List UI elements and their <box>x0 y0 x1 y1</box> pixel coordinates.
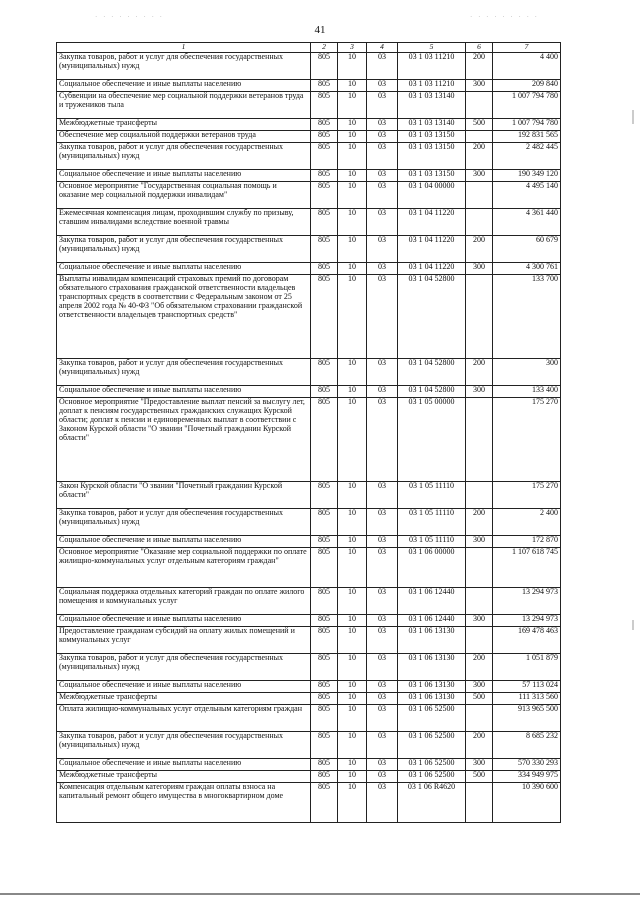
row-col-5: 03 1 06 52500 <box>398 705 466 732</box>
table-row <box>57 681 561 693</box>
row-col-2: 805 <box>311 131 338 143</box>
row-amount: 1 007 794 780 <box>493 92 561 119</box>
row-col-5: 03 1 06 52500 <box>398 732 466 759</box>
row-col-4: 03 <box>367 209 398 236</box>
row-col-6 <box>466 627 493 654</box>
row-col-5: 03 1 06 12440 <box>398 615 466 627</box>
row-amount: 190 349 120 <box>493 170 561 182</box>
row-col-4: 03 <box>367 783 398 823</box>
row-name: Закупка товаров, работ и услуг для обеспечения государственных (муниципальных) нужд <box>57 236 311 263</box>
row-col-3: 10 <box>338 80 367 92</box>
row-col-4: 03 <box>367 509 398 536</box>
row-col-3: 10 <box>338 654 367 681</box>
row-col-5: 03 1 04 11220 <box>398 263 466 275</box>
row-col-6: 500 <box>466 693 493 705</box>
row-col-5: 03 1 05 11110 <box>398 509 466 536</box>
row-col-2: 805 <box>311 588 338 615</box>
row-col-2: 805 <box>311 275 338 359</box>
table-row <box>57 588 561 615</box>
row-col-4: 03 <box>367 131 398 143</box>
row-name: Межбюджетные трансферты <box>57 771 311 783</box>
row-amount: 175 270 <box>493 398 561 482</box>
row-amount: 570 330 293 <box>493 759 561 771</box>
row-col-4: 03 <box>367 693 398 705</box>
row-col-6: 500 <box>466 771 493 783</box>
row-name: Закупка товаров, работ и услуг для обеспечения государственных (муниципальных) нужд <box>57 143 311 170</box>
row-col-2: 805 <box>311 615 338 627</box>
header-cell-3: 3 <box>338 43 367 53</box>
page-number: 41 <box>314 24 326 36</box>
row-col-6 <box>466 182 493 209</box>
row-col-5: 03 1 03 13150 <box>398 143 466 170</box>
table-row <box>57 654 561 681</box>
row-col-5: 03 1 03 13150 <box>398 170 466 182</box>
row-amount: 13 294 973 <box>493 615 561 627</box>
row-col-5: 03 1 03 13140 <box>398 92 466 119</box>
row-col-2: 805 <box>311 536 338 548</box>
row-col-6 <box>466 783 493 823</box>
table-row <box>57 275 561 359</box>
row-name: Закупка товаров, работ и услуг для обеспечения государственных (муниципальных) нужд <box>57 509 311 536</box>
row-col-3: 10 <box>338 627 367 654</box>
row-col-6 <box>466 588 493 615</box>
row-col-2: 805 <box>311 771 338 783</box>
row-col-3: 10 <box>338 398 367 482</box>
row-col-4: 03 <box>367 536 398 548</box>
row-name: Социальное обеспечение и иные выплаты населению <box>57 263 311 275</box>
table-row <box>57 627 561 654</box>
row-col-5: 03 1 05 11110 <box>398 482 466 509</box>
row-col-5: 03 1 03 13140 <box>398 119 466 131</box>
row-col-3: 10 <box>338 482 367 509</box>
row-name: Ежемесячная компенсация лицам, проходившим службу по призыву, ставшим инвалидами вследствие военной травмы <box>57 209 311 236</box>
row-amount: 111 313 560 <box>493 693 561 705</box>
row-col-2: 805 <box>311 170 338 182</box>
row-name: Социальная поддержка отдельных категорий граждан по оплате жилого помещения и коммунальных услуг <box>57 588 311 615</box>
row-col-4: 03 <box>367 182 398 209</box>
row-col-6: 200 <box>466 654 493 681</box>
table-row <box>57 359 561 386</box>
row-name: Основное мероприятие "Государственная социальная помощь и оказание мер социальной поддержки инвалидам" <box>57 182 311 209</box>
row-col-2: 805 <box>311 509 338 536</box>
row-col-5: 03 1 06 00000 <box>398 548 466 588</box>
row-col-2: 805 <box>311 386 338 398</box>
row-col-3: 10 <box>338 182 367 209</box>
row-amount: 334 949 975 <box>493 771 561 783</box>
row-col-3: 10 <box>338 53 367 80</box>
row-name: Закупка товаров, работ и услуг для обеспечения государственных (муниципальных) нужд <box>57 359 311 386</box>
row-amount: 4 400 <box>493 53 561 80</box>
row-name: Межбюджетные трансферты <box>57 693 311 705</box>
row-name: Социальное обеспечение и иные выплаты населению <box>57 386 311 398</box>
row-col-5: 03 1 04 52800 <box>398 386 466 398</box>
row-col-5: 03 1 04 52800 <box>398 359 466 386</box>
table-row <box>57 263 561 275</box>
row-col-2: 805 <box>311 80 338 92</box>
row-col-6: 200 <box>466 509 493 536</box>
row-name: Обеспечение мер социальной поддержки ветеранов труда <box>57 131 311 143</box>
row-col-6: 300 <box>466 759 493 771</box>
row-col-5: 03 1 04 00000 <box>398 182 466 209</box>
row-col-4: 03 <box>367 654 398 681</box>
row-col-6 <box>466 275 493 359</box>
row-col-6 <box>466 209 493 236</box>
row-col-5: 03 1 04 11220 <box>398 209 466 236</box>
row-col-4: 03 <box>367 386 398 398</box>
row-name: Компенсация отдельным категориям граждан оплаты взноса на капитальный ремонт общего имущества в многоквартирном доме <box>57 783 311 823</box>
row-name: Закупка товаров, работ и услуг для обеспечения государственных (муниципальных) нужд <box>57 732 311 759</box>
row-name: Основное мероприятие "Предоставление выплат пенсий за выслугу лет, доплат к пенсиям государственных гражданских служащих Курской области; доплат к пенсии и единовременных выплат в соответствии с Законом Курской области "О звании "Почетный гражданин Курской области" <box>57 398 311 482</box>
row-col-6: 300 <box>466 170 493 182</box>
row-col-3: 10 <box>338 783 367 823</box>
budget-table <box>56 42 561 823</box>
table-row <box>57 398 561 482</box>
row-col-3: 10 <box>338 681 367 693</box>
table-row <box>57 536 561 548</box>
row-col-4: 03 <box>367 275 398 359</box>
row-amount: 133 400 <box>493 386 561 398</box>
row-col-6: 300 <box>466 263 493 275</box>
row-col-2: 805 <box>311 783 338 823</box>
row-col-6: 200 <box>466 359 493 386</box>
row-amount: 1 107 618 745 <box>493 548 561 588</box>
table-row <box>57 732 561 759</box>
row-col-5: 03 1 06 13130 <box>398 681 466 693</box>
row-col-4: 03 <box>367 759 398 771</box>
row-col-3: 10 <box>338 759 367 771</box>
row-amount: 300 <box>493 359 561 386</box>
row-col-3: 10 <box>338 209 367 236</box>
row-col-6: 300 <box>466 615 493 627</box>
table-row <box>57 693 561 705</box>
table-row <box>57 759 561 771</box>
row-name: Социальное обеспечение и иные выплаты населению <box>57 536 311 548</box>
header-cell-1: 1 <box>57 43 311 53</box>
row-col-2: 805 <box>311 92 338 119</box>
row-col-3: 10 <box>338 693 367 705</box>
row-name: Социальное обеспечение и иные выплаты населению <box>57 80 311 92</box>
row-col-4: 03 <box>367 771 398 783</box>
row-col-4: 03 <box>367 705 398 732</box>
row-amount: 913 965 500 <box>493 705 561 732</box>
row-col-2: 805 <box>311 209 338 236</box>
row-col-2: 805 <box>311 693 338 705</box>
header-cell-4: 4 <box>367 43 398 53</box>
row-col-5: 03 1 04 11220 <box>398 236 466 263</box>
row-col-2: 805 <box>311 705 338 732</box>
row-col-3: 10 <box>338 615 367 627</box>
row-name: Закон Курской области "О звании "Почетный гражданин Курской области" <box>57 482 311 509</box>
row-col-4: 03 <box>367 236 398 263</box>
row-amount: 60 679 <box>493 236 561 263</box>
row-amount: 4 361 440 <box>493 209 561 236</box>
row-col-5: 03 1 03 11210 <box>398 80 466 92</box>
table-row <box>57 705 561 732</box>
row-col-4: 03 <box>367 398 398 482</box>
row-col-2: 805 <box>311 263 338 275</box>
header-cell-5: 5 <box>398 43 466 53</box>
row-col-6: 300 <box>466 386 493 398</box>
table-row <box>57 53 561 80</box>
row-col-4: 03 <box>367 615 398 627</box>
header-cell-2: 2 <box>311 43 338 53</box>
table-row <box>57 771 561 783</box>
table-row <box>57 615 561 627</box>
row-col-4: 03 <box>367 359 398 386</box>
row-col-4: 03 <box>367 53 398 80</box>
row-col-3: 10 <box>338 131 367 143</box>
row-col-4: 03 <box>367 548 398 588</box>
row-amount: 2 400 <box>493 509 561 536</box>
scan-edge-mark <box>632 620 634 630</box>
row-amount: 209 840 <box>493 80 561 92</box>
row-col-4: 03 <box>367 263 398 275</box>
row-col-3: 10 <box>338 548 367 588</box>
row-col-3: 10 <box>338 509 367 536</box>
row-col-4: 03 <box>367 80 398 92</box>
scan-edge-mark <box>632 110 634 124</box>
row-col-3: 10 <box>338 359 367 386</box>
row-name: Оплата жилищно-коммунальных услуг отдельным категориям граждан <box>57 705 311 732</box>
row-amount: 4 495 140 <box>493 182 561 209</box>
row-col-4: 03 <box>367 170 398 182</box>
row-col-3: 10 <box>338 275 367 359</box>
row-col-2: 805 <box>311 482 338 509</box>
row-col-5: 03 1 03 13150 <box>398 131 466 143</box>
row-amount: 2 482 445 <box>493 143 561 170</box>
row-col-5: 03 1 06 52500 <box>398 771 466 783</box>
row-col-3: 10 <box>338 386 367 398</box>
row-col-6 <box>466 92 493 119</box>
row-col-5: 03 1 06 52500 <box>398 759 466 771</box>
row-col-4: 03 <box>367 482 398 509</box>
row-col-2: 805 <box>311 627 338 654</box>
row-col-3: 10 <box>338 263 367 275</box>
row-col-3: 10 <box>338 92 367 119</box>
row-col-6: 300 <box>466 681 493 693</box>
table-row <box>57 386 561 398</box>
row-col-2: 805 <box>311 398 338 482</box>
table-row <box>57 182 561 209</box>
row-col-4: 03 <box>367 119 398 131</box>
scan-artifact-dots: · · · · · · · · · <box>95 13 164 21</box>
row-col-3: 10 <box>338 771 367 783</box>
row-col-2: 805 <box>311 359 338 386</box>
row-col-6 <box>466 482 493 509</box>
row-amount: 57 113 024 <box>493 681 561 693</box>
table-row <box>57 170 561 182</box>
table-row <box>57 783 561 823</box>
table-row <box>57 509 561 536</box>
row-name: Субвенции на обеспечение мер социальной поддержки ветеранов труда и тружеников тыла <box>57 92 311 119</box>
row-col-5: 03 1 06 13130 <box>398 627 466 654</box>
header-cell-7: 7 <box>493 43 561 53</box>
row-col-2: 805 <box>311 681 338 693</box>
row-col-2: 805 <box>311 654 338 681</box>
row-col-2: 805 <box>311 182 338 209</box>
row-amount: 4 300 761 <box>493 263 561 275</box>
table-row <box>57 143 561 170</box>
row-name: Социальное обеспечение и иные выплаты населению <box>57 759 311 771</box>
row-col-6: 500 <box>466 119 493 131</box>
row-name: Выплаты инвалидам компенсаций страховых премий по договорам обязательного страхования гражданской ответственности владельцев транспортных средств в соответствии с Федеральным законом от 25 апреля 2002 года № 40-ФЗ "Об обязательном страховании гражданской ответственности владельцев транспортных средств" <box>57 275 311 359</box>
table-row <box>57 119 561 131</box>
row-col-2: 805 <box>311 236 338 263</box>
row-col-4: 03 <box>367 732 398 759</box>
row-col-2: 805 <box>311 759 338 771</box>
row-col-6: 200 <box>466 236 493 263</box>
header-cell-6: 6 <box>466 43 493 53</box>
table-row <box>57 236 561 263</box>
row-col-5: 03 1 05 00000 <box>398 398 466 482</box>
row-col-3: 10 <box>338 119 367 131</box>
row-col-6 <box>466 548 493 588</box>
row-col-6: 200 <box>466 143 493 170</box>
row-col-5: 03 1 05 11110 <box>398 536 466 548</box>
row-col-2: 805 <box>311 119 338 131</box>
row-amount: 175 270 <box>493 482 561 509</box>
row-amount: 8 685 232 <box>493 732 561 759</box>
row-col-3: 10 <box>338 236 367 263</box>
table-row <box>57 209 561 236</box>
header-row <box>57 43 561 53</box>
row-col-3: 10 <box>338 536 367 548</box>
row-col-3: 10 <box>338 732 367 759</box>
row-amount: 169 478 463 <box>493 627 561 654</box>
row-name: Закупка товаров, работ и услуг для обеспечения государственных (муниципальных) нужд <box>57 654 311 681</box>
row-col-6: 200 <box>466 732 493 759</box>
row-col-3: 10 <box>338 588 367 615</box>
row-amount: 1 051 879 <box>493 654 561 681</box>
row-amount: 192 831 565 <box>493 131 561 143</box>
row-amount: 133 700 <box>493 275 561 359</box>
scan-artifact-dots: · · · · · · · · · <box>470 13 539 21</box>
table-row <box>57 482 561 509</box>
row-col-4: 03 <box>367 92 398 119</box>
row-col-5: 03 1 06 13130 <box>398 693 466 705</box>
row-name: Закупка товаров, работ и услуг для обеспечения государственных (муниципальных) нужд <box>57 53 311 80</box>
table-row <box>57 92 561 119</box>
row-col-6: 300 <box>466 80 493 92</box>
row-col-3: 10 <box>338 170 367 182</box>
row-col-4: 03 <box>367 627 398 654</box>
row-col-5: 03 1 06 R4620 <box>398 783 466 823</box>
row-col-6: 200 <box>466 53 493 80</box>
row-col-5: 03 1 04 52800 <box>398 275 466 359</box>
row-col-5: 03 1 06 12440 <box>398 588 466 615</box>
row-name: Социальное обеспечение и иные выплаты населению <box>57 615 311 627</box>
row-col-6 <box>466 705 493 732</box>
row-col-4: 03 <box>367 143 398 170</box>
row-name: Социальное обеспечение и иные выплаты населению <box>57 170 311 182</box>
row-col-2: 805 <box>311 143 338 170</box>
row-col-2: 805 <box>311 548 338 588</box>
row-col-5: 03 1 06 13130 <box>398 654 466 681</box>
table-row <box>57 80 561 92</box>
row-amount: 172 870 <box>493 536 561 548</box>
row-amount: 1 007 794 780 <box>493 119 561 131</box>
row-name: Предоставление гражданам субсидий на оплату жилых помещений и коммунальных услуг <box>57 627 311 654</box>
row-col-2: 805 <box>311 732 338 759</box>
row-name: Межбюджетные трансферты <box>57 119 311 131</box>
row-name: Основное мероприятие "Оказание мер социальной поддержки по оплате жилищно-коммунальных услуг отдельным категориям граждан" <box>57 548 311 588</box>
table-row <box>57 548 561 588</box>
row-name: Социальное обеспечение и иные выплаты населению <box>57 681 311 693</box>
table-row <box>57 131 561 143</box>
row-amount: 10 390 600 <box>493 783 561 823</box>
row-col-2: 805 <box>311 53 338 80</box>
row-col-3: 10 <box>338 705 367 732</box>
row-amount: 13 294 973 <box>493 588 561 615</box>
row-col-3: 10 <box>338 143 367 170</box>
row-col-6 <box>466 398 493 482</box>
scan-bottom-edge <box>0 893 640 895</box>
row-col-4: 03 <box>367 681 398 693</box>
row-col-5: 03 1 03 11210 <box>398 53 466 80</box>
row-col-4: 03 <box>367 588 398 615</box>
row-col-6 <box>466 131 493 143</box>
row-col-6: 300 <box>466 536 493 548</box>
